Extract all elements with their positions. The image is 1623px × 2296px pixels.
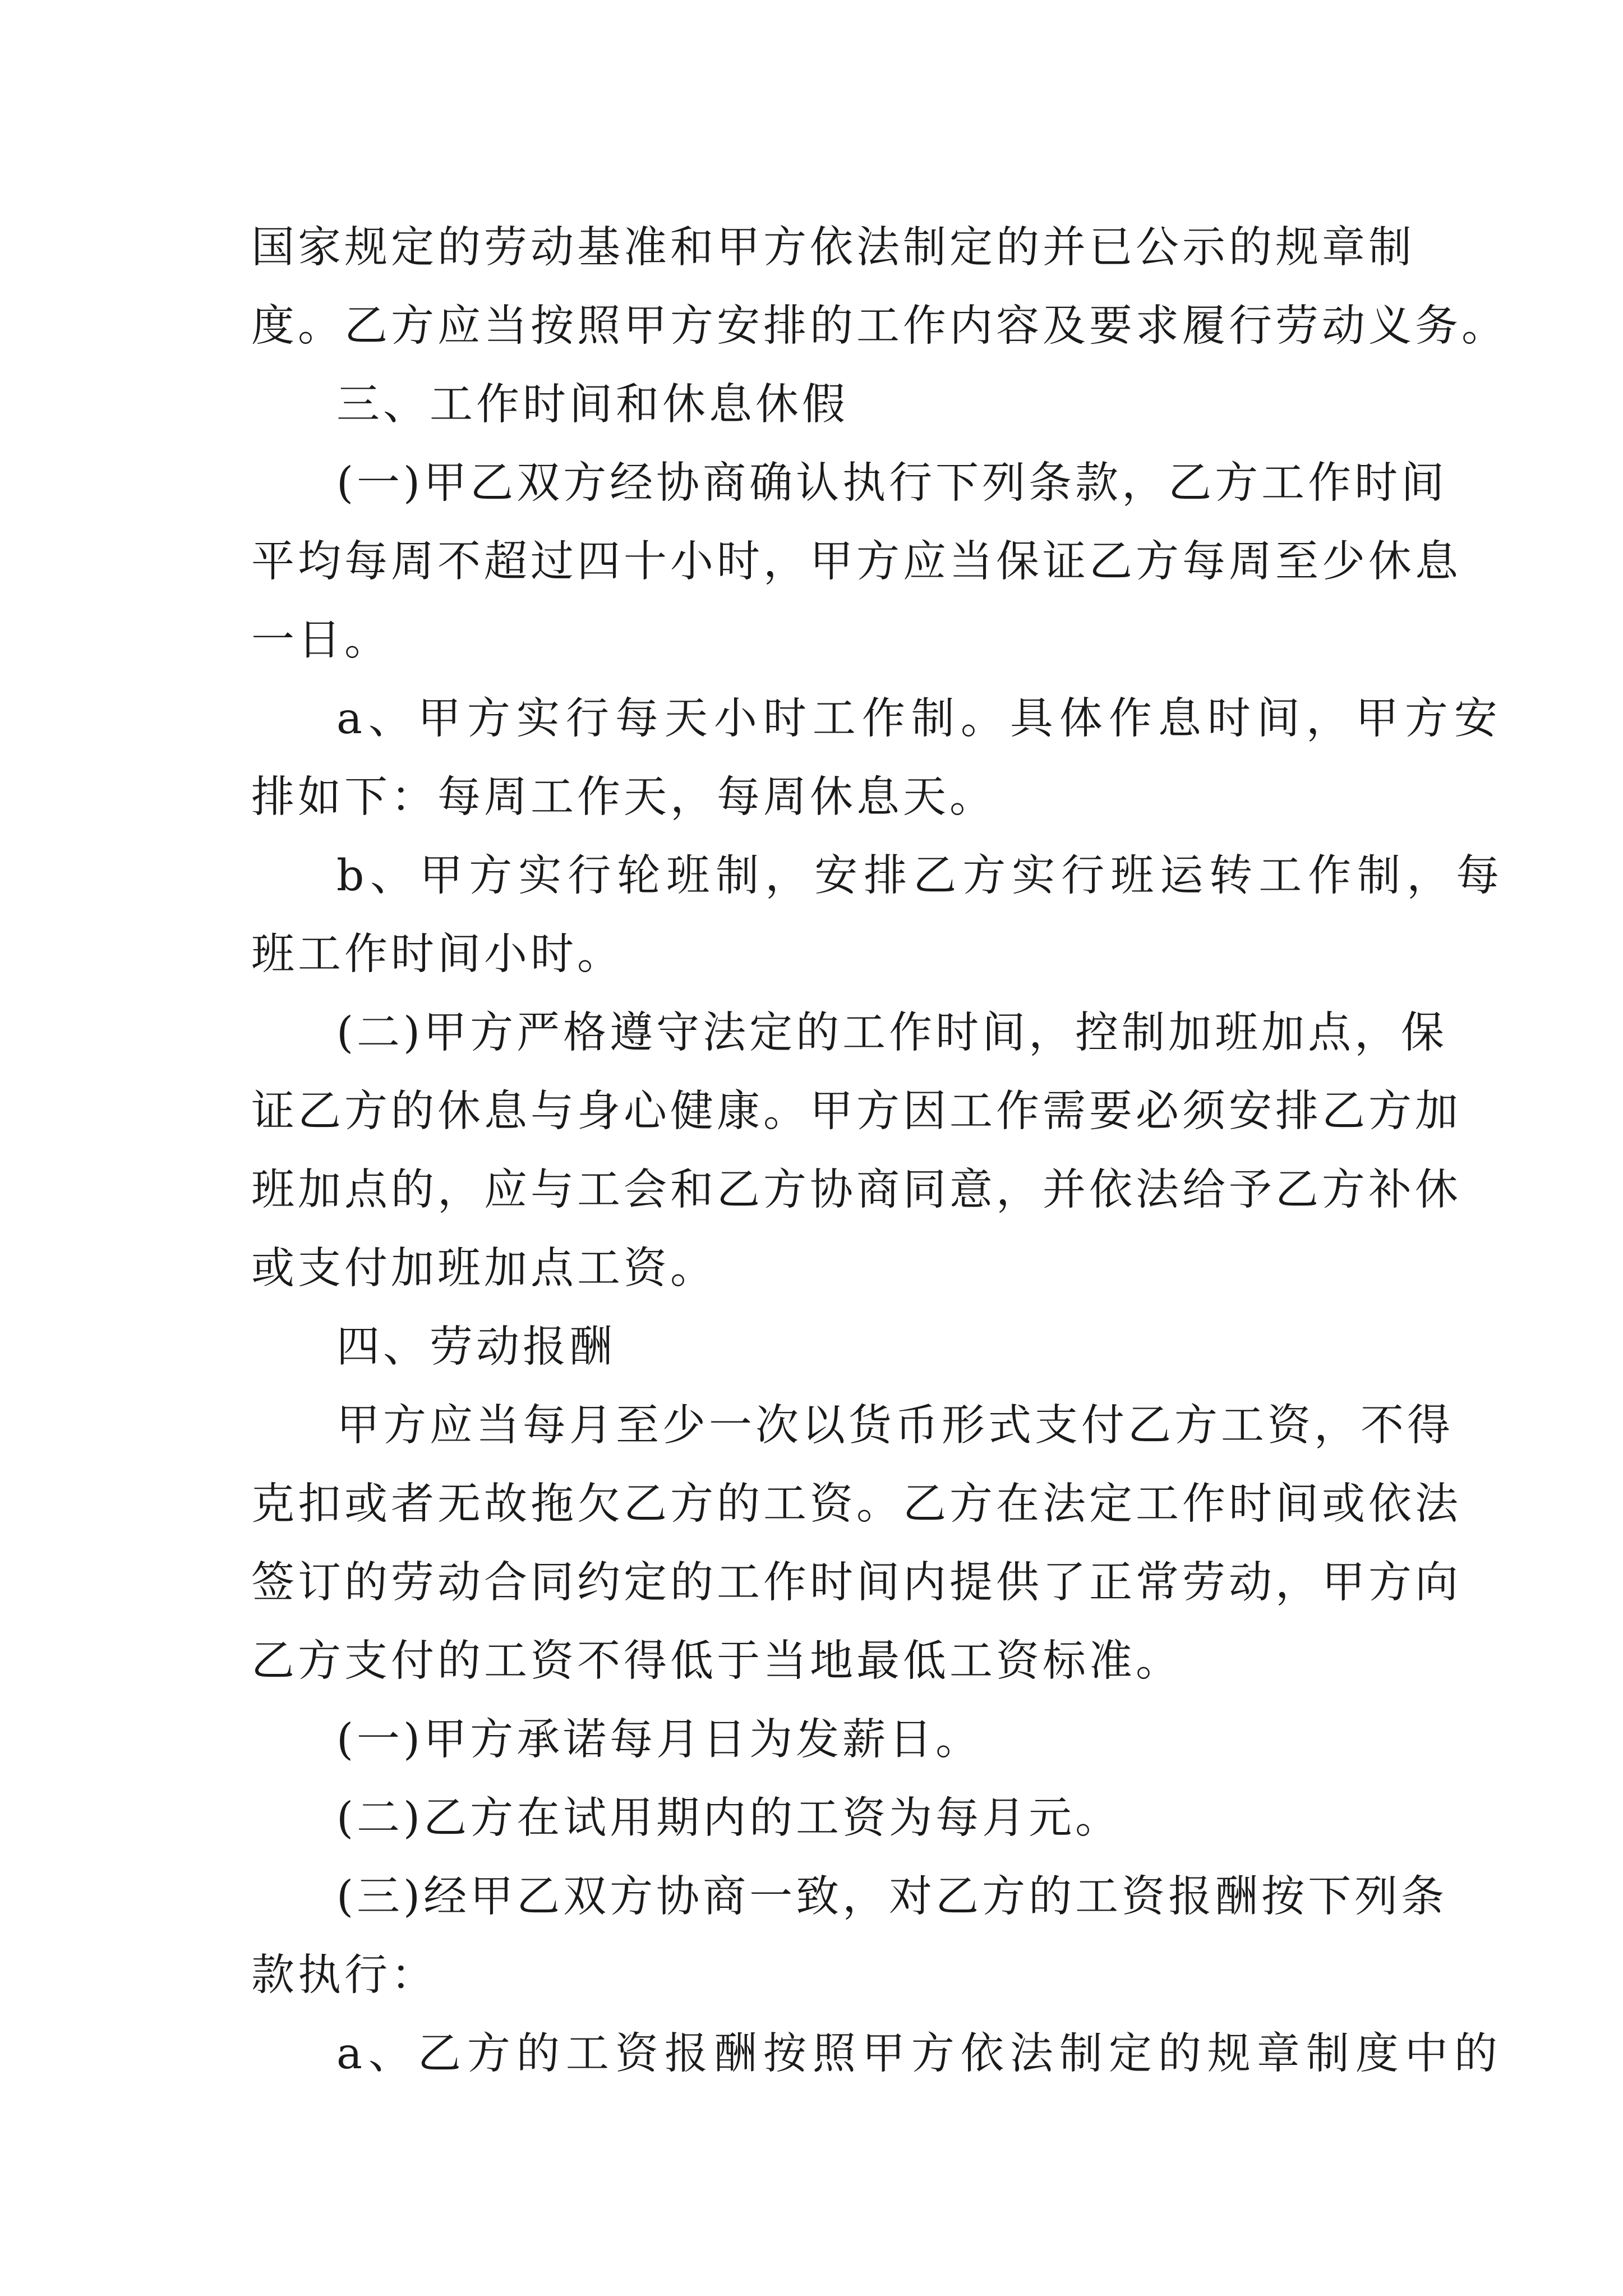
paragraph-line: b、甲方实行轮班制，安排乙方实行班运转工作制，每 xyxy=(336,851,1506,901)
paragraph-line: 班加点的，应与工会和乙方协商同意，并依法给予乙方补休 xyxy=(251,1165,1461,1215)
paragraph-line: (二)甲方严格遵守法定的工作时间，控制加班加点，保 xyxy=(336,1008,1448,1058)
paragraph-line: 班工作时间小时。 xyxy=(251,930,624,979)
paragraph-line: (一)甲乙双方经协商确认执行下列条款，乙方工作时间 xyxy=(336,458,1448,508)
paragraph-line: 国家规定的劳动基准和甲方依法制定的并已公示的规章制 xyxy=(251,223,1415,273)
paragraph-line: 签订的劳动合同约定的工作时间内提供了正常劳动，甲方向 xyxy=(251,1558,1461,1608)
section-heading-remuneration: 四、劳动报酬 xyxy=(336,1322,616,1372)
paragraph-line: 克扣或者无故拖欠乙方的工资。乙方在法定工作时间或依法 xyxy=(251,1479,1461,1529)
paragraph-line: (二)乙方在试用期内的工资为每月元。 xyxy=(336,1793,1122,1843)
paragraph-line: 平均每周不超过四十小时，甲方应当保证乙方每周至少休息 xyxy=(251,537,1461,587)
paragraph-line: 排如下：每周工作天，每周休息天。 xyxy=(251,772,996,822)
paragraph-line: (一)甲方承诺每月日为发薪日。 xyxy=(336,1715,983,1765)
paragraph-line: a、甲方实行每天小时工作制。具体作息时间，甲方安 xyxy=(336,694,1504,744)
paragraph-line: 证乙方的休息与身心健康。甲方因工作需要必须安排乙方加 xyxy=(251,1087,1461,1137)
paragraph-line: 乙方支付的工资不得低于当地最低工资标准。 xyxy=(251,1636,1182,1686)
paragraph-line: 或支付加班加点工资。 xyxy=(251,1244,717,1294)
paragraph-line: 度。乙方应当按照甲方安排的工作内容及要求履行劳动义务。 xyxy=(251,301,1508,351)
section-heading-work-time: 三、工作时间和休息休假 xyxy=(336,380,849,430)
paragraph-line: (三)经甲乙双方协商一致，对乙方的工资报酬按下列条 xyxy=(336,1872,1448,1922)
paragraph-line: 甲方应当每月至少一次以货币形式支付乙方工资，不得 xyxy=(336,1401,1454,1451)
paragraph-line: 一日。 xyxy=(251,615,391,665)
paragraph-line: a、乙方的工资报酬按照甲方依法制定的规章制度中的 xyxy=(336,2029,1504,2079)
paragraph-line: 款执行： xyxy=(251,1950,437,2000)
